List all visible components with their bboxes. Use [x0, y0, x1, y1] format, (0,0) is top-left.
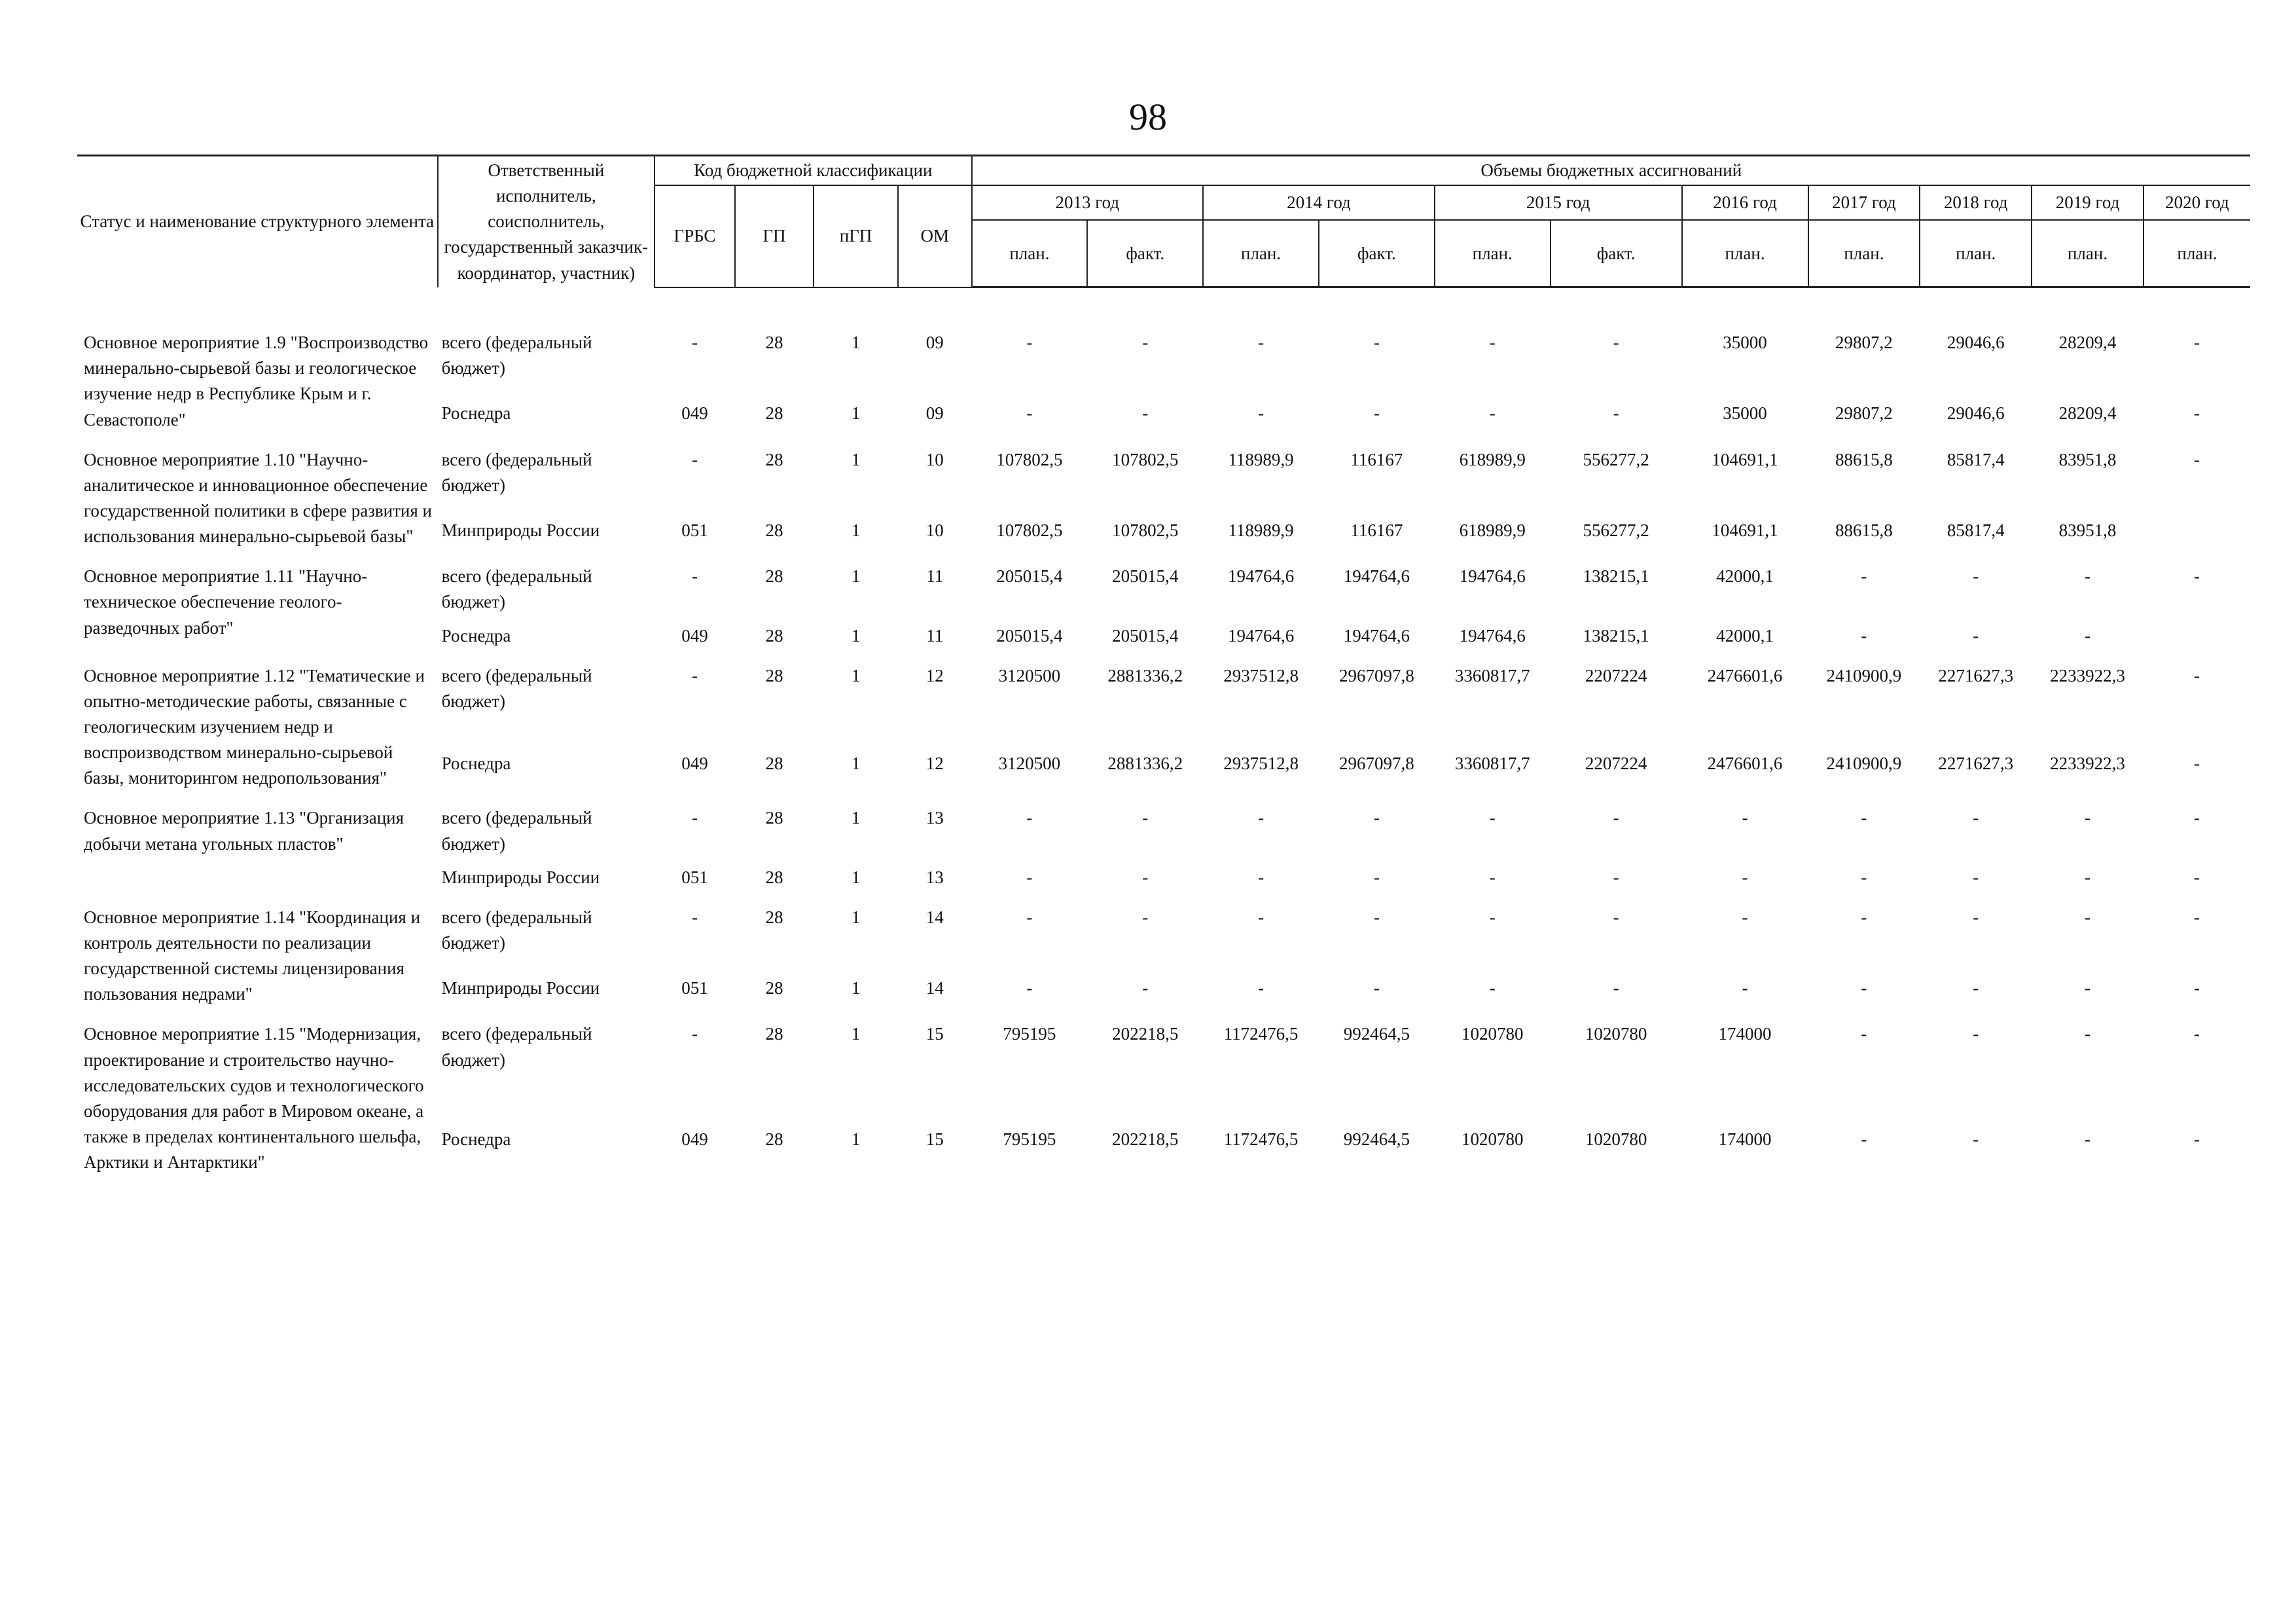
value-cell: - [2193, 449, 2200, 469]
header-year-2016: 2016 год [1682, 185, 1808, 220]
value-cell: - [1489, 907, 1496, 927]
value-cell: - [2085, 978, 2091, 998]
header-name: Статус и наименование структурного элемента [77, 156, 438, 287]
value-cell: 618989,9 [1459, 449, 1526, 469]
header-grbs: ГРБС [655, 185, 735, 287]
value-cell: 2410900,9 [1826, 665, 1902, 685]
value-cell: - [1373, 808, 1380, 828]
value-cell: - [1258, 907, 1265, 927]
value-cell: - [1973, 907, 1979, 927]
value-cell: 2476601,6 [1707, 665, 1783, 685]
responsible-cell: всего (федеральный бюджет) [441, 907, 592, 953]
table-row-total [77, 316, 2250, 393]
grbs-cell: - [691, 333, 698, 353]
value-cell: - [2085, 867, 2091, 887]
value-cell: 1020780 [1461, 1129, 1524, 1149]
pgp-cell: 1 [851, 665, 861, 685]
value-cell: - [1489, 978, 1496, 998]
value-cell: 3360817,7 [1454, 753, 1530, 773]
gp-cell: 28 [765, 808, 783, 828]
value-cell: - [1973, 808, 1979, 828]
om-cell: 12 [925, 753, 944, 773]
header-2013-fact: факт. [1087, 220, 1203, 287]
grbs-cell: 049 [681, 403, 708, 424]
pgp-cell: 1 [851, 1024, 861, 1044]
gp-cell: 28 [765, 753, 783, 773]
value-cell: - [1973, 566, 1979, 587]
pgp-cell: 1 [851, 625, 861, 646]
value-cell: 2967097,8 [1339, 665, 1414, 685]
header-year-2014: 2014 год [1203, 185, 1435, 220]
header-spacer [77, 287, 2250, 316]
table-header [77, 156, 2250, 287]
value-cell: 202218,5 [1112, 1129, 1179, 1149]
value-cell: - [1489, 808, 1496, 828]
grbs-cell: 049 [681, 753, 708, 773]
value-cell: - [1142, 907, 1149, 927]
value-cell: 205015,4 [996, 566, 1063, 587]
responsible-cell: всего (федеральный бюджет) [441, 333, 592, 378]
value-cell: 104691,1 [1712, 449, 1778, 469]
om-cell: 14 [925, 978, 944, 998]
value-cell: 202218,5 [1112, 1024, 1179, 1044]
pgp-cell: 1 [851, 566, 861, 587]
value-cell: - [1142, 808, 1149, 828]
value-cell: 104691,1 [1712, 520, 1778, 541]
header-2018-plan: план. [1920, 220, 2032, 287]
value-cell: - [1861, 808, 1867, 828]
gp-cell: 28 [765, 665, 783, 685]
value-cell: - [1258, 978, 1265, 998]
value-cell: 2233922,3 [2050, 665, 2125, 685]
value-cell: - [1258, 808, 1265, 828]
gp-cell: 28 [765, 867, 783, 887]
value-cell: - [1742, 808, 1748, 828]
value-cell: - [1973, 867, 1979, 887]
value-cell: 205015,4 [1112, 625, 1179, 646]
value-cell: - [2085, 907, 2091, 927]
om-cell: 14 [925, 907, 944, 927]
responsible-cell: всего (федеральный бюджет) [441, 449, 592, 495]
value-cell: - [2085, 808, 2091, 828]
measure-name: Основное мероприятие 1.14 "Координация и контроль деятельности по реализации государственной системы лицензирования пользования недрами" [84, 907, 421, 1004]
value-cell: - [1026, 333, 1033, 353]
value-cell: - [2193, 978, 2200, 998]
header-kbk-group: Код бюджетной классификации [655, 156, 971, 186]
value-cell: - [1613, 978, 1619, 998]
value-cell: 2881336,2 [1107, 665, 1183, 685]
value-cell: - [1373, 403, 1380, 424]
responsible-cell: всего (федеральный бюджет) [441, 665, 592, 711]
value-cell: 2233922,3 [2050, 753, 2125, 773]
om-cell: 13 [925, 808, 944, 828]
header-year-2015: 2015 год [1435, 185, 1682, 220]
header-2020-plan: план. [2144, 220, 2250, 287]
value-cell: 3120500 [998, 665, 1061, 685]
value-cell: 42000,1 [1716, 566, 1774, 587]
responsible-cell: Минприроды России [441, 978, 600, 998]
gp-cell: 28 [765, 907, 783, 927]
value-cell: - [1861, 867, 1867, 887]
table-body [77, 287, 2250, 1176]
value-cell: - [1742, 978, 1748, 998]
value-cell: 83951,8 [2058, 520, 2117, 541]
value-cell: 2271627,3 [1938, 753, 2014, 773]
header-year-2013: 2013 год [972, 185, 1204, 220]
om-cell: 13 [925, 867, 944, 887]
header-2019-plan: план. [2032, 220, 2144, 287]
value-cell: - [1973, 978, 1979, 998]
value-cell: 194764,6 [1343, 625, 1410, 646]
pgp-cell: 1 [851, 1129, 861, 1149]
grbs-cell: 051 [681, 978, 708, 998]
responsible-cell: Роснедра [441, 753, 511, 773]
value-cell: 138215,1 [1583, 625, 1649, 646]
value-cell: - [1613, 333, 1619, 353]
value-cell: - [2085, 566, 2091, 587]
value-cell: 107802,5 [1112, 449, 1179, 469]
header-gp: ГП [735, 185, 814, 287]
grbs-cell: - [691, 566, 698, 587]
grbs-cell: - [691, 907, 698, 927]
measure-name: Основное мероприятие 1.13 "Организация добычи метана угольных пластов" [84, 808, 404, 854]
header-2014-fact: факт. [1319, 220, 1435, 287]
responsible-cell: Минприроды России [441, 867, 600, 887]
value-cell: 1172476,5 [1223, 1024, 1299, 1044]
header-2014-plan: план. [1203, 220, 1319, 287]
value-cell: 118989,9 [1228, 520, 1294, 541]
value-cell: - [1489, 403, 1496, 424]
measure-name: Основное мероприятие 1.12 "Тематические и опытно-методические работы, связанные с геологическим изучением недр и воспроизводством минерально-сырьевой базы, мониторингом недропользования" [84, 665, 425, 788]
value-cell: 35000 [1723, 333, 1767, 353]
value-cell: - [1026, 978, 1033, 998]
value-cell: 28209,4 [2058, 333, 2117, 353]
header-pgp: пГП [814, 185, 898, 287]
value-cell: 88615,8 [1835, 520, 1893, 541]
value-cell: - [2193, 566, 2200, 587]
value-cell: - [2193, 403, 2200, 424]
value-cell: 116167 [1350, 449, 1403, 469]
value-cell: - [1489, 333, 1496, 353]
value-cell: - [1373, 867, 1380, 887]
value-cell: 116167 [1350, 520, 1403, 541]
value-cell: - [1861, 625, 1867, 646]
value-cell: - [1861, 566, 1867, 587]
pgp-cell: 1 [851, 907, 861, 927]
value-cell: - [1742, 907, 1748, 927]
om-cell: 12 [925, 665, 944, 685]
value-cell: - [2193, 665, 2200, 685]
value-cell: - [1026, 907, 1033, 927]
responsible-cell: Роснедра [441, 1129, 511, 1149]
grbs-cell: - [691, 665, 698, 685]
om-cell: 09 [925, 333, 944, 353]
value-cell: 3120500 [998, 753, 1061, 773]
value-cell: - [1613, 403, 1619, 424]
value-cell: - [2193, 753, 2200, 773]
header-2013-plan: план. [972, 220, 1088, 287]
gp-cell: 28 [765, 520, 783, 541]
value-cell: 2207224 [1585, 753, 1647, 773]
measure-name: Основное мероприятие 1.10 "Научно-аналитическое и инновационное обеспечение государственной политики в сфере развития и использования минерально-сырьевой базы" [84, 449, 432, 547]
value-cell: - [1026, 403, 1033, 424]
om-cell: 15 [925, 1129, 944, 1149]
value-cell: 138215,1 [1583, 566, 1649, 587]
value-cell [2144, 510, 2250, 549]
value-cell: - [2193, 867, 2200, 887]
gp-cell: 28 [765, 978, 783, 998]
value-cell: 556277,2 [1583, 449, 1649, 469]
value-cell: - [1258, 867, 1265, 887]
value-cell: - [1613, 808, 1619, 828]
value-cell: 1020780 [1585, 1024, 1647, 1044]
header-2017-plan: план. [1808, 220, 1920, 287]
value-cell: - [1861, 1024, 1867, 1044]
value-cell: 194764,6 [1227, 625, 1295, 646]
responsible-cell: всего (федеральный бюджет) [441, 566, 592, 612]
pgp-cell: 1 [851, 520, 861, 541]
value-cell: 194764,6 [1343, 566, 1410, 587]
gp-cell: 28 [765, 1129, 783, 1149]
value-cell: 194764,6 [1227, 566, 1295, 587]
header-2015-plan: план. [1435, 220, 1551, 287]
value-cell: 1020780 [1461, 1024, 1524, 1044]
value-cell: 1172476,5 [1223, 1129, 1299, 1149]
value-cell: 618989,9 [1459, 520, 1526, 541]
grbs-cell: 051 [681, 867, 708, 887]
om-cell: 09 [925, 403, 944, 424]
value-cell: - [1973, 1024, 1979, 1044]
value-cell: 992464,5 [1343, 1129, 1410, 1149]
value-cell: - [1373, 333, 1380, 353]
budget-table [77, 155, 2250, 1175]
value-cell: 194764,6 [1459, 566, 1526, 587]
header-year-2018: 2018 год [1920, 185, 2032, 220]
pgp-cell: 1 [851, 808, 861, 828]
value-cell: 85817,4 [1946, 520, 2005, 541]
value-cell: 85817,4 [1946, 449, 2005, 469]
header-volumes-group: Объемы бюджетных ассигнований [972, 156, 2251, 186]
header-year-2020: 2020 год [2144, 185, 2250, 220]
om-cell: 15 [925, 1024, 944, 1044]
value-cell: 2937512,8 [1223, 665, 1299, 685]
gp-cell: 28 [765, 625, 783, 646]
value-cell: 107802,5 [996, 449, 1063, 469]
value-cell: 83951,8 [2058, 449, 2117, 469]
responsible-cell: всего (федеральный бюджет) [441, 1024, 592, 1070]
value-cell: 174000 [1718, 1024, 1772, 1044]
value-cell: 992464,5 [1343, 1024, 1410, 1044]
table-row-total [77, 433, 2250, 510]
value-cell: - [1026, 808, 1033, 828]
gp-cell: 28 [765, 566, 783, 587]
value-cell: - [1142, 333, 1149, 353]
header-2015-fact: факт. [1551, 220, 1682, 287]
pgp-cell: 1 [851, 333, 861, 353]
value-cell: - [1613, 867, 1619, 887]
value-cell: - [1861, 907, 1867, 927]
header-2016-plan: план. [1682, 220, 1808, 287]
value-cell: 174000 [1718, 1129, 1772, 1149]
value-cell: 29046,6 [1946, 403, 2005, 424]
value-cell [2144, 615, 2250, 649]
om-cell: 11 [926, 566, 944, 587]
grbs-cell: 051 [681, 520, 708, 541]
value-cell: - [2085, 625, 2091, 646]
pgp-cell: 1 [851, 978, 861, 998]
header-responsible: Ответственный исполнитель, соисполнитель, государственный заказчик-координатор, участник) [438, 156, 655, 287]
value-cell: - [2193, 333, 2200, 353]
value-cell: - [1258, 403, 1265, 424]
value-cell: - [1489, 867, 1496, 887]
measure-name: Основное мероприятие 1.9 "Воспроизводство минерально-сырьевой базы и геологическое изучение недр в Республике Крым и г. Севастополе" [84, 333, 429, 429]
om-cell: 10 [925, 520, 944, 541]
table-row-total [77, 791, 2250, 856]
value-cell: - [2193, 907, 2200, 927]
table-row-total [77, 649, 2250, 743]
value-cell: - [2085, 1129, 2091, 1149]
value-cell: 2967097,8 [1339, 753, 1414, 773]
value-cell: 2207224 [1585, 665, 1647, 685]
value-cell: - [1742, 867, 1748, 887]
measure-name: Основное мероприятие 1.15 "Модернизация, проектирование и строительство научно-исследовательских судов и технологического оборудования для работ в Мировом океане, а также в пределах континентального шельфа, Арктики и Антарктики" [84, 1024, 424, 1173]
value-cell: - [1973, 1129, 1979, 1149]
header-year-2019: 2019 год [2032, 185, 2144, 220]
value-cell: - [1142, 978, 1149, 998]
pgp-cell: 1 [851, 867, 861, 887]
value-cell: 2937512,8 [1223, 753, 1299, 773]
value-cell: - [1026, 867, 1033, 887]
page-number: 98 [1129, 96, 1167, 138]
value-cell: 107802,5 [996, 520, 1063, 541]
gp-cell: 28 [765, 449, 783, 469]
responsible-cell: всего (федеральный бюджет) [441, 808, 592, 854]
value-cell: 2410900,9 [1826, 753, 1902, 773]
value-cell: 205015,4 [996, 625, 1063, 646]
measure-name: Основное мероприятие 1.11 "Научно-техническое обеспечение геолого-разведочных работ" [84, 566, 368, 638]
gp-cell: 28 [765, 1024, 783, 1044]
table-row-total [77, 890, 2250, 968]
value-cell: 29807,2 [1835, 333, 1893, 353]
value-cell: - [1373, 907, 1380, 927]
value-cell: 795195 [1003, 1024, 1056, 1044]
pgp-cell: 1 [851, 449, 861, 469]
value-cell: - [1142, 867, 1149, 887]
value-cell: 35000 [1723, 403, 1767, 424]
value-cell: - [1973, 625, 1979, 646]
value-cell: - [1861, 1129, 1867, 1149]
value-cell: 2881336,2 [1107, 753, 1183, 773]
value-cell: 88615,8 [1835, 449, 1893, 469]
om-cell: 11 [926, 625, 944, 646]
value-cell: - [1373, 978, 1380, 998]
value-cell: 2476601,6 [1707, 753, 1783, 773]
table-row-total [77, 549, 2250, 615]
grbs-cell: 049 [681, 625, 708, 646]
value-cell: - [2193, 808, 2200, 828]
value-cell: 3360817,7 [1454, 665, 1530, 685]
responsible-cell: Роснедра [441, 403, 511, 424]
value-cell: - [1258, 333, 1265, 353]
value-cell: 1020780 [1585, 1129, 1647, 1149]
value-cell: 28209,4 [2058, 403, 2117, 424]
value-cell: - [1142, 403, 1149, 424]
value-cell: 42000,1 [1716, 625, 1774, 646]
om-cell: 10 [925, 449, 944, 469]
value-cell: 194764,6 [1459, 625, 1526, 646]
responsible-cell: Роснедра [441, 625, 511, 646]
value-cell: 107802,5 [1112, 520, 1179, 541]
grbs-cell: - [691, 808, 698, 828]
value-cell: - [2193, 1129, 2200, 1149]
value-cell: 556277,2 [1583, 520, 1649, 541]
value-cell: 2271627,3 [1938, 665, 2014, 685]
value-cell: - [1613, 907, 1619, 927]
value-cell: - [2193, 1024, 2200, 1044]
value-cell: - [1861, 978, 1867, 998]
table-row-total [77, 1007, 2250, 1118]
value-cell: 205015,4 [1112, 566, 1179, 587]
value-cell: 118989,9 [1228, 449, 1294, 469]
pgp-cell: 1 [851, 753, 861, 773]
header-year-2017: 2017 год [1808, 185, 1920, 220]
pgp-cell: 1 [851, 403, 861, 424]
value-cell: 29046,6 [1946, 333, 2005, 353]
grbs-cell: - [691, 1024, 698, 1044]
grbs-cell: - [691, 449, 698, 469]
gp-cell: 28 [765, 403, 783, 424]
value-cell: - [2085, 1024, 2091, 1044]
header-om: ОМ [898, 185, 972, 287]
gp-cell: 28 [765, 333, 783, 353]
grbs-cell: 049 [681, 1129, 708, 1149]
value-cell: 795195 [1003, 1129, 1056, 1149]
responsible-cell: Минприроды России [441, 520, 600, 541]
value-cell: 29807,2 [1835, 403, 1893, 424]
